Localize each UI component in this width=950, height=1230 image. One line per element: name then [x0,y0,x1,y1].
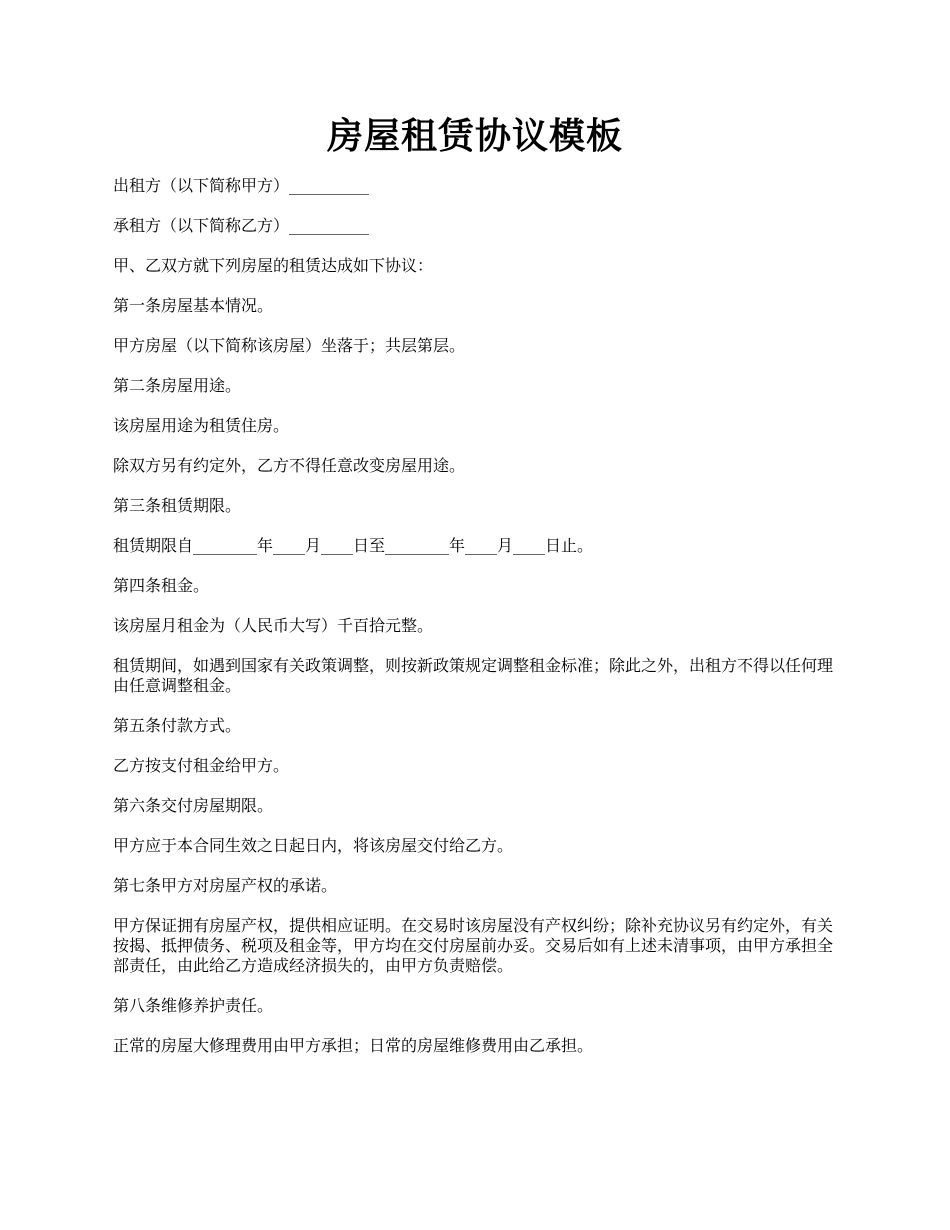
article-5-heading: 第五条付款方式。 [113,716,242,735]
article-6-text: 甲方应于本合同生效之日起日内，将该房屋交付给乙方。 [113,836,514,855]
article-8-text: 正常的房屋大修理费用由甲方承担；日常的房屋维修费用由乙承担。 [113,1036,594,1055]
document-title: 房屋租赁协议模板 [326,115,623,157]
document-body [113,176,843,1076]
article-7-heading: 第七条甲方对房屋产权的承诺。 [113,876,338,895]
article-4-text-1: 该房屋月租金为（人民币大写）千百拾元整。 [113,616,434,635]
article-3-heading: 第三条租赁期限。 [113,496,242,515]
article-4-text-2: 租赁期间，如遇到国家有关政策调整，则按新政策规定调整租金标准；除此之外，出租方不得以任何理由任意调整租金。 [113,656,834,695]
lessee-line: 承租方（以下简称乙方）__________ [113,216,370,235]
article-5-text: 乙方按支付租金给甲方。 [113,756,290,775]
article-6-heading: 第六条交付房屋期限。 [113,796,274,815]
article-3-text: 租赁期限自________年____月____日至________年____月____日止。 [113,536,594,555]
article-1-text: 甲方房屋（以下简称该房屋）坐落于；共层第层。 [113,336,466,355]
article-8-heading: 第八条维修养护责任。 [113,996,274,1015]
article-7-text: 甲方保证拥有房屋产权，提供相应证明。在交易时该房屋没有产权纠纷；除补充协议另有约定外，有关按揭、抵押债务、税项及租金等，甲方均在交付房屋前办妥。交易后如有上述未清事项，由甲方承担全部责任，由此给乙方造成经济损失的，由甲方负责赔偿。 [113,916,834,975]
article-2-heading: 第二条房屋用途。 [113,376,242,395]
article-4-heading: 第四条租金。 [113,576,210,595]
article-1-heading: 第一条房屋基本情况。 [113,296,274,315]
agreement-intro: 甲、乙双方就下列房屋的租赁达成如下协议： [113,256,434,275]
lessor-line: 出租方（以下简称甲方）__________ [113,176,370,195]
article-2-text-2: 除双方另有约定外，乙方不得任意改变房屋用途。 [113,456,466,475]
article-2-text-1: 该房屋用途为租赁住房。 [113,416,290,435]
